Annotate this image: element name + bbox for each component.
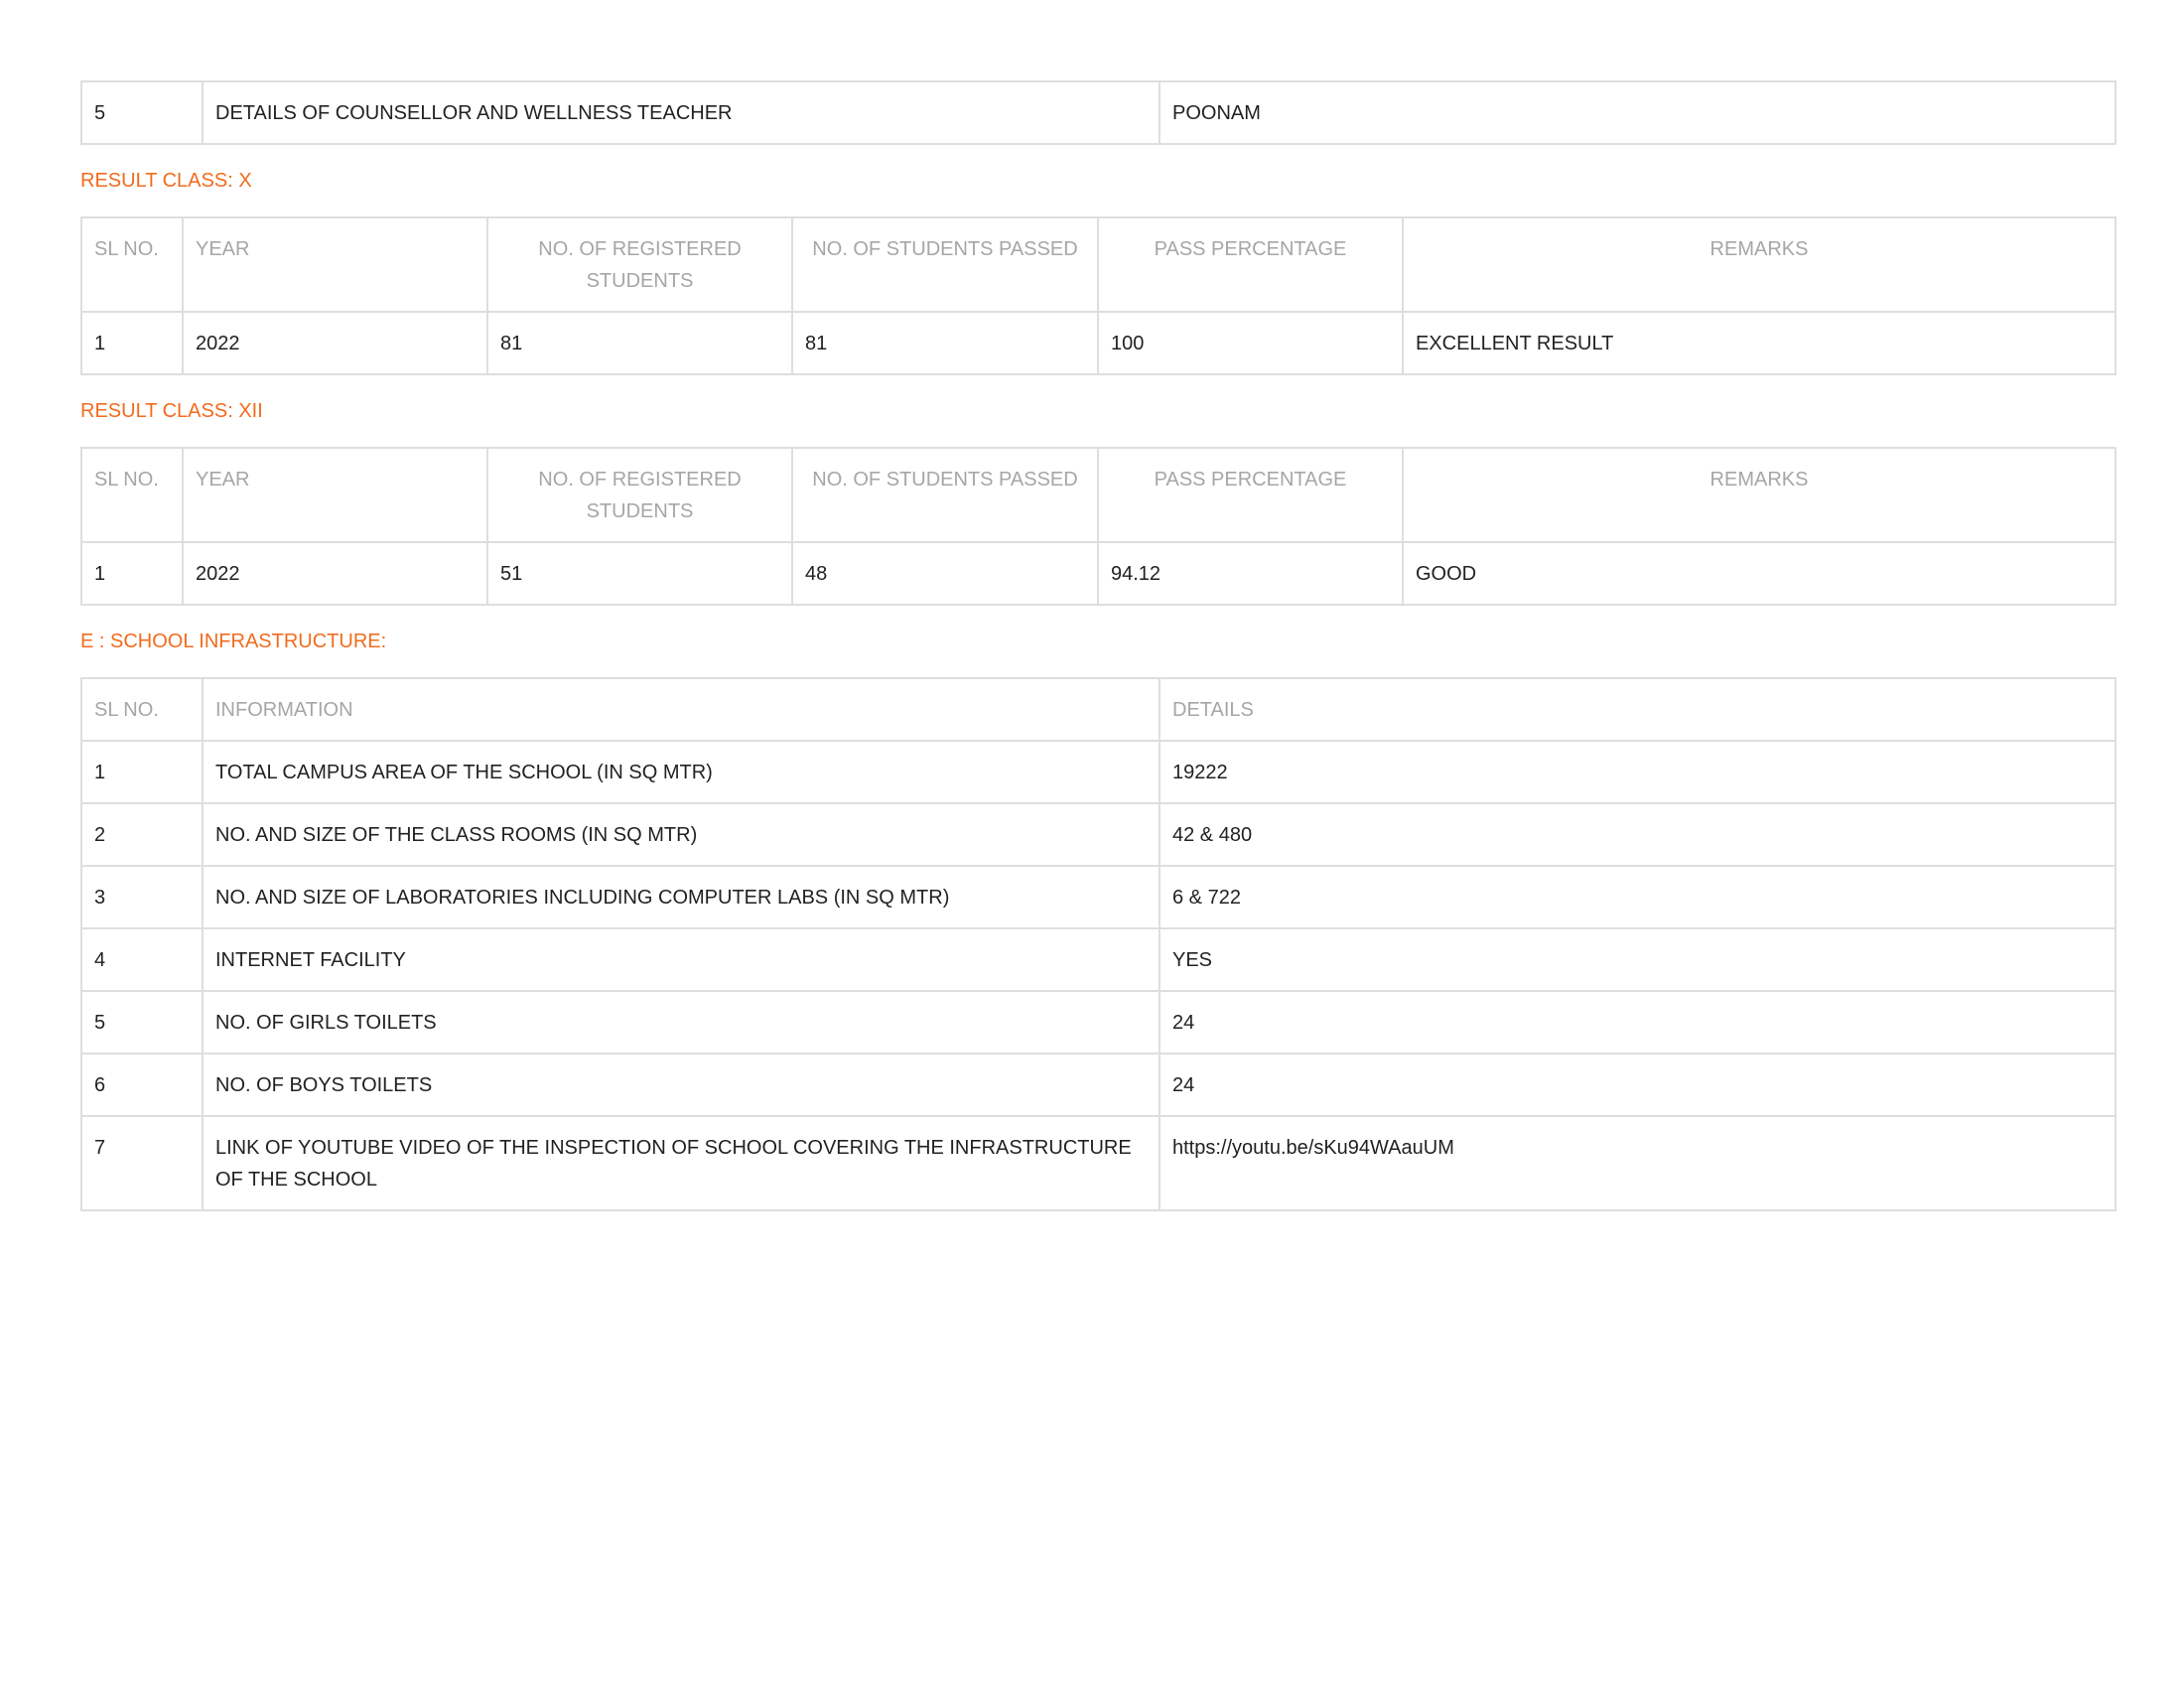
infrastructure-table (80, 677, 2116, 1211)
cell-sl-no: 1 (81, 741, 203, 803)
cell-sl-no: 1 (81, 542, 183, 605)
header-students-passed: NO. OF STUDENTS PASSED (792, 217, 1098, 312)
cell-information: INTERNET FACILITY (203, 928, 1160, 991)
header-pass-percentage: PASS PERCENTAGE (1098, 448, 1403, 542)
section-title-infrastructure: E : SCHOOL INFRASTRUCTURE: (80, 631, 387, 652)
table-row (81, 741, 2116, 803)
cell-information: TOTAL CAMPUS AREA OF THE SCHOOL (IN SQ MTR) (203, 741, 1160, 803)
cell-details: 24 (1160, 1054, 2116, 1116)
counsellor-table (80, 80, 2116, 145)
cell-sl-no: 1 (81, 312, 183, 374)
header-year: YEAR (183, 217, 487, 312)
cell-sl-no: 5 (81, 991, 203, 1054)
header-sl-no: SL NO. (81, 217, 183, 312)
header-details: DETAILS (1160, 678, 2116, 741)
header-remarks: REMARKS (1403, 448, 2116, 542)
cell-remarks: EXCELLENT RESULT (1403, 312, 2116, 374)
cell-remarks: GOOD (1403, 542, 2116, 605)
table-row (81, 866, 2116, 928)
sl-no-cell: 5 (81, 81, 203, 144)
cell-pass-percentage: 100 (1098, 312, 1403, 374)
cell-year: 2022 (183, 542, 487, 605)
cell-registered-students: 51 (487, 542, 792, 605)
cell-sl-no: 6 (81, 1054, 203, 1116)
cell-sl-no: 4 (81, 928, 203, 991)
header-sl-no: SL NO. (81, 678, 203, 741)
youtube-link[interactable]: https://youtu.be/sKu94WAauUM (1160, 1116, 2116, 1210)
table-row (81, 312, 2116, 374)
cell-information: NO. OF GIRLS TOILETS (203, 991, 1160, 1054)
cell-information: NO. AND SIZE OF LABORATORIES INCLUDING COMPUTER LABS (IN SQ MTR) (203, 866, 1160, 928)
table-row (81, 928, 2116, 991)
table-header-row (81, 448, 2116, 542)
cell-sl-no: 7 (81, 1116, 203, 1210)
header-year: YEAR (183, 448, 487, 542)
information-cell: DETAILS OF COUNSELLOR AND WELLNESS TEACHER (203, 81, 1160, 144)
cell-details: 42 & 480 (1160, 803, 2116, 866)
header-registered-students: NO. OF REGISTERED STUDENTS (487, 217, 792, 312)
table-row (81, 542, 2116, 605)
table-row (81, 1116, 2116, 1210)
cell-year: 2022 (183, 312, 487, 374)
table-header-row (81, 217, 2116, 312)
header-sl-no: SL NO. (81, 448, 183, 542)
table-row (81, 81, 2116, 144)
table-row (81, 803, 2116, 866)
header-remarks: REMARKS (1403, 217, 2116, 312)
result-x-table (80, 216, 2116, 375)
cell-details: 6 & 722 (1160, 866, 2116, 928)
section-title-result-xii: RESULT CLASS: XII (80, 400, 263, 422)
table-row (81, 991, 2116, 1054)
cell-registered-students: 81 (487, 312, 792, 374)
cell-information: NO. AND SIZE OF THE CLASS ROOMS (IN SQ MTR) (203, 803, 1160, 866)
header-students-passed: NO. OF STUDENTS PASSED (792, 448, 1098, 542)
cell-details: 24 (1160, 991, 2116, 1054)
table-header-row (81, 678, 2116, 741)
cell-information: LINK OF YOUTUBE VIDEO OF THE INSPECTION OF SCHOOL COVERING THE INFRASTRUCTURE OF THE SCHOOL (203, 1116, 1160, 1210)
table-row (81, 1054, 2116, 1116)
result-xii-table (80, 447, 2116, 606)
cell-students-passed: 48 (792, 542, 1098, 605)
cell-details: 19222 (1160, 741, 2116, 803)
header-information: INFORMATION (203, 678, 1160, 741)
cell-sl-no: 3 (81, 866, 203, 928)
cell-information: NO. OF BOYS TOILETS (203, 1054, 1160, 1116)
cell-sl-no: 2 (81, 803, 203, 866)
cell-pass-percentage: 94.12 (1098, 542, 1403, 605)
details-cell: POONAM (1160, 81, 2116, 144)
cell-students-passed: 81 (792, 312, 1098, 374)
section-title-result-x: RESULT CLASS: X (80, 170, 252, 192)
header-registered-students: NO. OF REGISTERED STUDENTS (487, 448, 792, 542)
header-pass-percentage: PASS PERCENTAGE (1098, 217, 1403, 312)
cell-details: YES (1160, 928, 2116, 991)
